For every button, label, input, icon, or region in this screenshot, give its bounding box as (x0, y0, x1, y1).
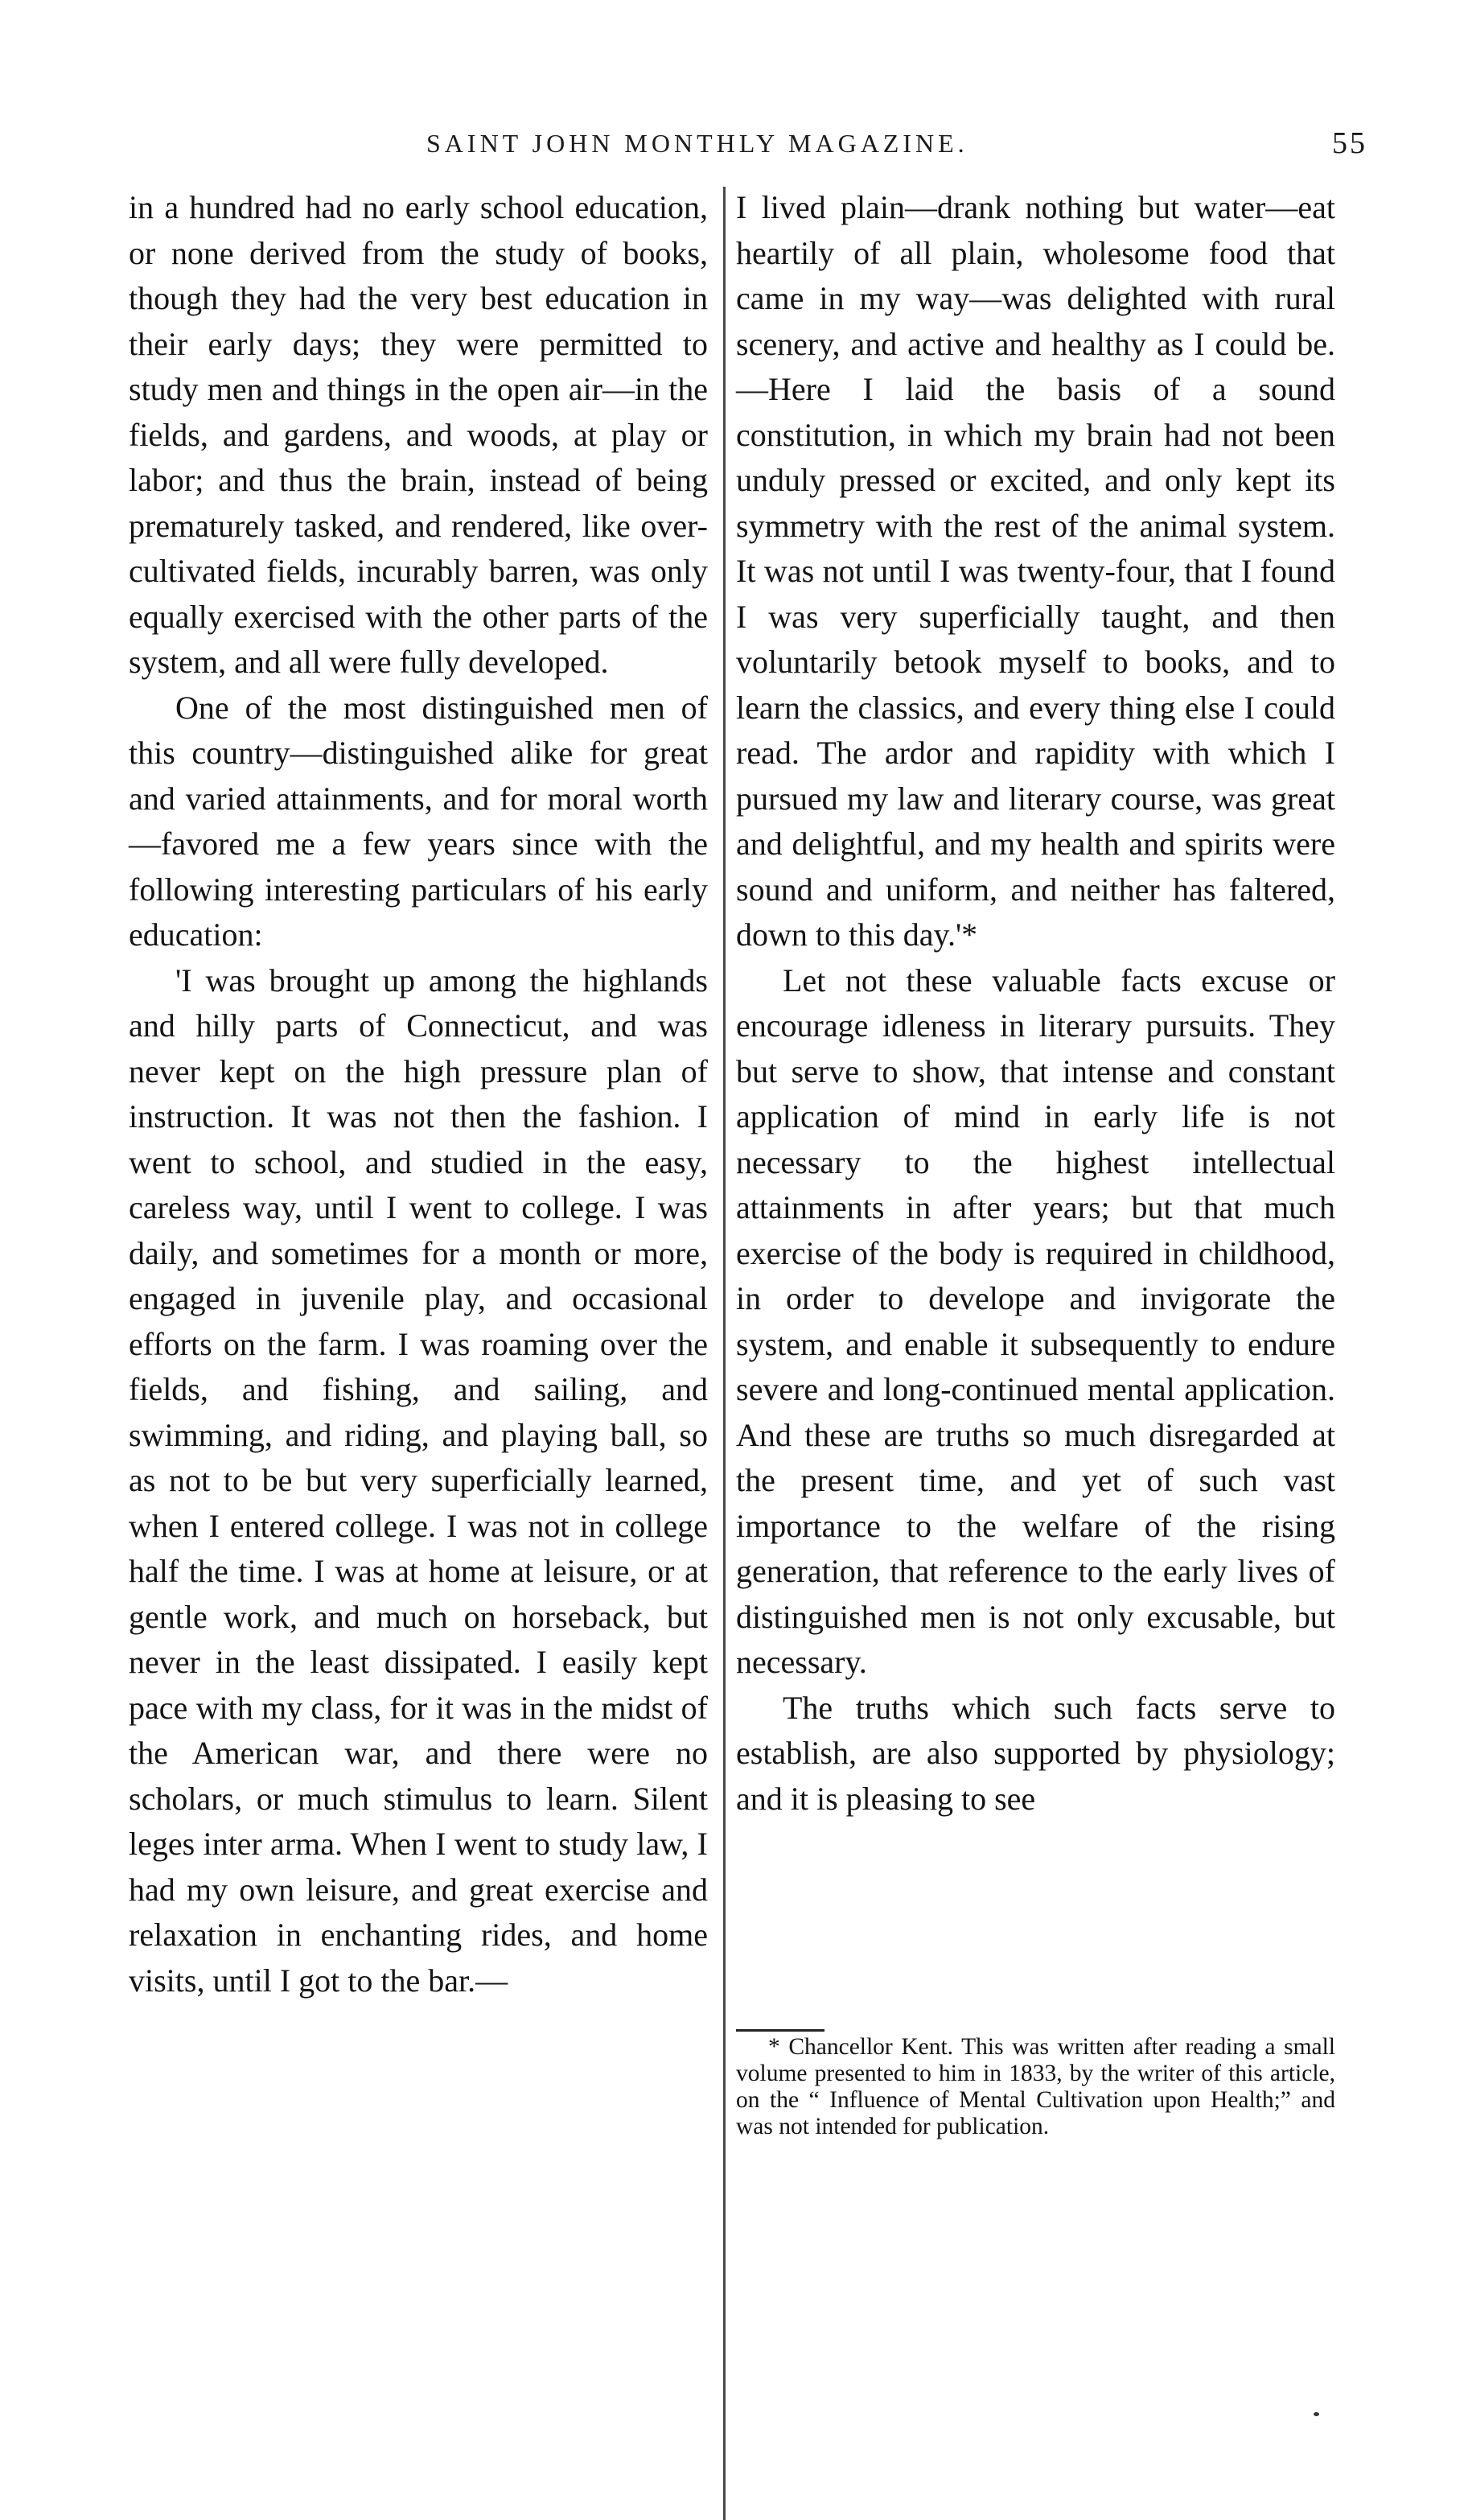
footnote (736, 2034, 1335, 2140)
ink-speck (1314, 2412, 1319, 2416)
footnote-rule (736, 2029, 824, 2032)
footnote-text: * Chancellor Kent. This was written after reading a small volume presented to him in 1833, by the writer of this article, on the “ Influence of Mental Cultivation upon Health;” and was not intended for publication. (736, 2034, 1335, 2139)
left-paragraph-1: in a hundred had no early school education, or none derived from the study of books, though they had the very best education in their early days; they were permitted to study men and things in the open air—in the fields, and gardens, and woods, at play or labor; and thus the brain, instead of being prematurely tasked, and rendered, like over-cultivated fields, incurably barren, was only equally exercised with the other parts of the system, and all were fully developed. (129, 189, 708, 680)
left-paragraph-3: 'I was brought up among the highlands and hilly parts of Connecticut, and was never kept on the high pressure plan of instruction. It was not then the fashion. I went to school, and studied in the easy, careless way, until I went to college. I was daily, and sometimes for a month or more, engaged in juvenile play, and occasional efforts on the farm. I was roaming over the fields, and fishing, and sailing, and swimming, and riding, and playing ball, so as not to be but very superficially learned, when I entered college. I was not in college half the time. I was at home at leisure, or at gentle work, and much on horseback, but never in the least dissipated. I easily kept pace with my class, for it was in the midst of the American war, and there were no scholars, or much stimulus to learn. Silent leges inter arma. When I went to study law, I had my own leisure, and great exercise and relaxation in enchanting rides, and home visits, until I got to the bar.— (129, 961, 708, 1999)
left-column (129, 185, 708, 2003)
column-divider (723, 187, 726, 2520)
right-paragraph-2: Let not these valuable facts excuse or encourage idleness in literary pursuits. They but serve to show, that intense and constant application of mind in early life is not necessary to the highest intellectual attainments in after years; but that much exercise of the body is required in childhood, in order to develope and invigorate the system, and enable it subsequently to endure severe and long-continued mental application. And these are truths so much disregarded at the present time, and yet of such vast importance to the welfare of the rising generation, that reference to the early lives of distinguished men is not only excusable, but necessary. (736, 961, 1335, 1680)
left-paragraph-2: One of the most distinguished men of this country—distinguished alike for great and varied attainments, and for moral worth—favored me a few years since with the following interesting particulars of his early education: (129, 689, 708, 953)
running-head (121, 121, 1367, 169)
right-paragraph-1: I lived plain—drank nothing but water—eat heartily of all plain, wholesome food that came in my way—was delighted with rural scenery, and active and healthy as I could be.—Here I laid the basis of a sound constitution, in which my brain had not been unduly pressed or excited, and only kept its symmetry with the rest of the animal system. It was not until I was twenty-four, that I found I was very superficially taught, and then voluntarily betook myself to books, and to learn the classics, and every thing else I could read. The ardor and rapidity with which I pursued my law and literary course, was great and delightful, and my health and spirits were sound and uniform, and neither has faltered, down to this day.'* (736, 189, 1335, 953)
page-number: 55 (1332, 126, 1367, 160)
right-column (736, 185, 1335, 1822)
running-title: SAINT JOHN MONTHLY MAGAZINE. (426, 129, 968, 158)
right-paragraph-3: The truths which such facts serve to establish, are also supported by physiology; and it is pleasing to see (736, 1689, 1335, 1817)
